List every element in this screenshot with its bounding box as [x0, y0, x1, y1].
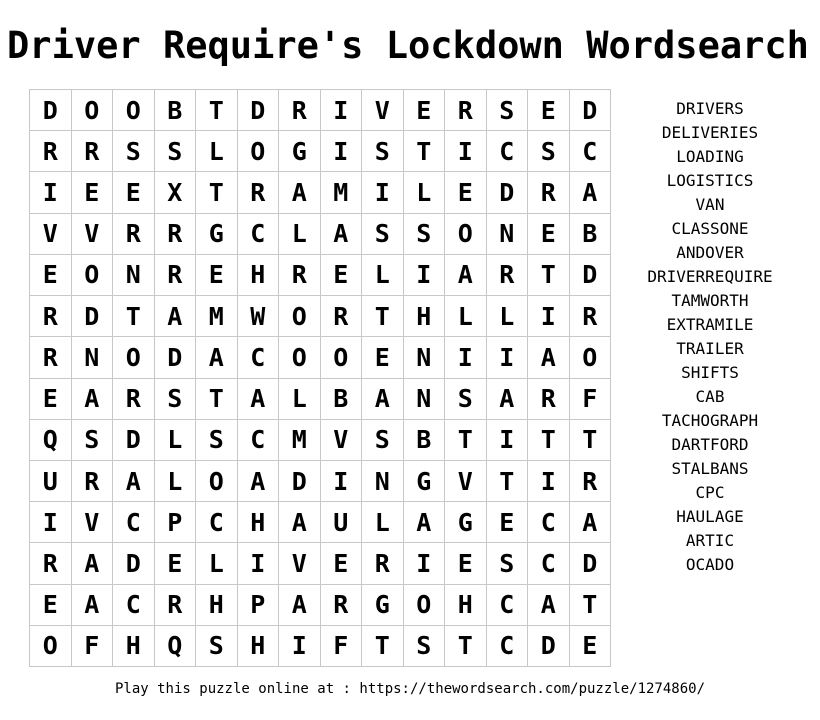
grid-cell: T	[362, 626, 404, 667]
grid-cell: E	[321, 543, 363, 584]
grid-cell: R	[487, 255, 529, 296]
grid-cell: N	[404, 379, 446, 420]
grid-cell: I	[487, 337, 529, 378]
grid-cell: A	[570, 172, 612, 213]
grid-cell: D	[528, 626, 570, 667]
grid-cell: R	[72, 461, 114, 502]
word-list-item: EXTRAMILE	[666, 315, 754, 334]
word-list-item: DARTFORD	[671, 435, 749, 454]
grid-cell: L	[487, 296, 529, 337]
word-list-item: DRIVERREQUIRE	[647, 267, 773, 286]
grid-cell: U	[321, 502, 363, 543]
grid-cell: O	[404, 585, 446, 626]
grid-cell: V	[362, 90, 404, 131]
grid-cell: A	[528, 337, 570, 378]
grid-cell: C	[196, 502, 238, 543]
grid-cell: D	[113, 543, 155, 584]
grid-cell: O	[279, 337, 321, 378]
grid-cell: E	[196, 255, 238, 296]
grid-cell: H	[404, 296, 446, 337]
grid-cell: E	[528, 214, 570, 255]
grid-cell: A	[72, 543, 114, 584]
grid-cell: T	[445, 626, 487, 667]
grid-cell: I	[362, 172, 404, 213]
footer-link-text: Play this puzzle online at : https://thewordsearch.com/puzzle/1274860/	[114, 681, 705, 697]
grid-cell: I	[238, 543, 280, 584]
word-list-item: ARTIC	[685, 531, 735, 550]
grid-cell: G	[279, 131, 321, 172]
grid-cell: S	[155, 379, 197, 420]
grid-cell: H	[238, 626, 280, 667]
grid-cell: C	[570, 131, 612, 172]
grid-cell: T	[528, 255, 570, 296]
grid-cell: T	[445, 420, 487, 461]
grid-cell: T	[487, 461, 529, 502]
grid-cell: M	[321, 172, 363, 213]
grid-cell: X	[155, 172, 197, 213]
grid-cell: R	[155, 585, 197, 626]
grid-cell: C	[238, 337, 280, 378]
grid-cell: O	[321, 337, 363, 378]
grid-cell: D	[113, 420, 155, 461]
grid-cell: D	[30, 90, 72, 131]
grid-cell: P	[155, 502, 197, 543]
grid-cell: N	[113, 255, 155, 296]
grid-cell: R	[30, 131, 72, 172]
word-list-item: CLASSONE	[671, 219, 749, 238]
grid-cell: R	[279, 90, 321, 131]
grid-cell: N	[487, 214, 529, 255]
grid-cell: S	[196, 420, 238, 461]
letter-grid	[29, 89, 611, 667]
grid-cell: M	[196, 296, 238, 337]
grid-cell: E	[445, 543, 487, 584]
grid-cell: G	[445, 502, 487, 543]
word-list-item: DRIVERS	[676, 99, 744, 118]
grid-cell: A	[445, 255, 487, 296]
grid-cell: R	[30, 337, 72, 378]
word-list-item: LOADING	[676, 147, 744, 166]
grid-cell: R	[321, 585, 363, 626]
grid-cell: R	[528, 172, 570, 213]
word-list-item: ANDOVER	[676, 243, 744, 262]
grid-cell: R	[279, 255, 321, 296]
grid-cell: E	[30, 585, 72, 626]
grid-cell: L	[155, 461, 197, 502]
grid-cell: E	[362, 337, 404, 378]
grid-cell: V	[72, 214, 114, 255]
grid-cell: F	[72, 626, 114, 667]
grid-cell: D	[238, 90, 280, 131]
grid-cell: P	[238, 585, 280, 626]
grid-cell: O	[72, 90, 114, 131]
grid-cell: S	[362, 131, 404, 172]
word-list	[624, 97, 796, 577]
grid-cell: H	[238, 502, 280, 543]
grid-cell: R	[113, 379, 155, 420]
grid-cell: C	[487, 585, 529, 626]
grid-cell: T	[196, 90, 238, 131]
grid-cell: E	[404, 90, 446, 131]
grid-cell: I	[321, 461, 363, 502]
grid-cell: A	[238, 461, 280, 502]
grid-cell: D	[487, 172, 529, 213]
grid-cell: I	[321, 90, 363, 131]
grid-cell: A	[528, 585, 570, 626]
grid-cell: G	[404, 461, 446, 502]
grid-cell: W	[238, 296, 280, 337]
grid-cell: O	[72, 255, 114, 296]
grid-cell: T	[570, 585, 612, 626]
grid-cell: G	[196, 214, 238, 255]
grid-cell: Q	[30, 420, 72, 461]
grid-cell: L	[362, 502, 404, 543]
grid-cell: N	[404, 337, 446, 378]
grid-cell: E	[321, 255, 363, 296]
grid-cell: I	[404, 255, 446, 296]
grid-cell: H	[445, 585, 487, 626]
grid-cell: O	[570, 337, 612, 378]
grid-cell: I	[279, 626, 321, 667]
grid-cell: E	[72, 172, 114, 213]
grid-cell: I	[528, 461, 570, 502]
grid-cell: L	[445, 296, 487, 337]
grid-cell: I	[445, 131, 487, 172]
grid-cell: S	[362, 420, 404, 461]
grid-cell: R	[30, 296, 72, 337]
grid-cell: R	[155, 214, 197, 255]
grid-cell: I	[30, 502, 72, 543]
grid-cell: D	[570, 255, 612, 296]
grid-cell: I	[487, 420, 529, 461]
grid-cell: T	[528, 420, 570, 461]
grid-cell: L	[196, 131, 238, 172]
grid-cell: L	[196, 543, 238, 584]
word-list-item: TAMWORTH	[671, 291, 749, 310]
grid-cell: G	[362, 585, 404, 626]
grid-cell: A	[155, 296, 197, 337]
grid-cell: D	[72, 296, 114, 337]
grid-cell: L	[362, 255, 404, 296]
grid-cell: V	[30, 214, 72, 255]
grid-cell: R	[238, 172, 280, 213]
grid-cell: D	[279, 461, 321, 502]
grid-cell: C	[487, 131, 529, 172]
grid-cell: B	[155, 90, 197, 131]
grid-cell: C	[113, 502, 155, 543]
grid-cell: O	[30, 626, 72, 667]
grid-cell: R	[321, 296, 363, 337]
grid-cell: E	[570, 626, 612, 667]
grid-cell: L	[155, 420, 197, 461]
grid-cell: O	[445, 214, 487, 255]
word-list-item: LOGISTICS	[666, 171, 754, 190]
grid-cell: E	[30, 255, 72, 296]
grid-cell: H	[196, 585, 238, 626]
grid-cell: A	[404, 502, 446, 543]
grid-cell: A	[279, 502, 321, 543]
grid-cell: R	[72, 131, 114, 172]
grid-cell: A	[238, 379, 280, 420]
grid-cell: A	[196, 337, 238, 378]
grid-cell: I	[30, 172, 72, 213]
grid-cell: S	[528, 131, 570, 172]
grid-cell: N	[362, 461, 404, 502]
grid-cell: R	[362, 543, 404, 584]
grid-cell: S	[155, 131, 197, 172]
grid-cell: T	[113, 296, 155, 337]
grid-cell: F	[321, 626, 363, 667]
word-list-item: TACHOGRAPH	[661, 411, 759, 430]
grid-cell: T	[196, 172, 238, 213]
grid-cell: R	[528, 379, 570, 420]
word-list-item: SHIFTS	[681, 363, 739, 382]
grid-cell: M	[279, 420, 321, 461]
grid-cell: E	[445, 172, 487, 213]
grid-cell: F	[570, 379, 612, 420]
word-list-item: CAB	[695, 387, 725, 406]
grid-cell: O	[279, 296, 321, 337]
grid-cell: T	[196, 379, 238, 420]
grid-cell: C	[238, 214, 280, 255]
grid-cell: A	[72, 379, 114, 420]
grid-cell: C	[528, 543, 570, 584]
grid-cell: R	[570, 296, 612, 337]
grid-cell: B	[570, 214, 612, 255]
grid-cell: A	[279, 172, 321, 213]
grid-cell: A	[570, 502, 612, 543]
grid-cell: V	[72, 502, 114, 543]
grid-cell: A	[279, 585, 321, 626]
grid-cell: H	[238, 255, 280, 296]
grid-cell: S	[445, 379, 487, 420]
word-list-item: DELIVERIES	[661, 123, 759, 142]
word-list-item: OCADO	[685, 555, 735, 574]
grid-cell: R	[155, 255, 197, 296]
grid-cell: O	[113, 337, 155, 378]
grid-cell: E	[155, 543, 197, 584]
grid-cell: E	[30, 379, 72, 420]
grid-cell: V	[279, 543, 321, 584]
grid-cell: C	[113, 585, 155, 626]
grid-cell: O	[196, 461, 238, 502]
grid-cell: S	[196, 626, 238, 667]
grid-cell: U	[30, 461, 72, 502]
grid-cell: Q	[155, 626, 197, 667]
grid-cell: D	[570, 543, 612, 584]
grid-cell: A	[72, 585, 114, 626]
grid-cell: R	[445, 90, 487, 131]
grid-cell: I	[404, 543, 446, 584]
grid-cell: C	[487, 626, 529, 667]
grid-cell: S	[72, 420, 114, 461]
grid-cell: T	[404, 131, 446, 172]
grid-cell: D	[155, 337, 197, 378]
grid-cell: O	[113, 90, 155, 131]
grid-cell: R	[570, 461, 612, 502]
grid-cell: A	[113, 461, 155, 502]
grid-cell: I	[528, 296, 570, 337]
grid-cell: S	[487, 90, 529, 131]
word-list-item: HAULAGE	[676, 507, 744, 526]
word-list-item: STALBANS	[671, 459, 749, 478]
grid-cell: T	[362, 296, 404, 337]
grid-cell: R	[30, 543, 72, 584]
grid-cell: C	[238, 420, 280, 461]
grid-cell: T	[570, 420, 612, 461]
grid-cell: L	[279, 379, 321, 420]
grid-cell: A	[362, 379, 404, 420]
grid-cell: V	[445, 461, 487, 502]
grid-cell: S	[404, 214, 446, 255]
word-list-item: TRAILER	[676, 339, 744, 358]
word-list-item: VAN	[695, 195, 725, 214]
grid-cell: E	[528, 90, 570, 131]
grid-cell: N	[72, 337, 114, 378]
grid-cell: I	[445, 337, 487, 378]
grid-cell: O	[238, 131, 280, 172]
grid-cell: H	[113, 626, 155, 667]
grid-cell: S	[113, 131, 155, 172]
grid-cell: V	[321, 420, 363, 461]
grid-cell: I	[321, 131, 363, 172]
grid-cell: B	[404, 420, 446, 461]
grid-cell: A	[487, 379, 529, 420]
grid-cell: B	[321, 379, 363, 420]
grid-cell: C	[528, 502, 570, 543]
grid-cell: S	[404, 626, 446, 667]
grid-cell: A	[321, 214, 363, 255]
grid-cell: L	[404, 172, 446, 213]
word-list-item: CPC	[695, 483, 725, 502]
grid-cell: E	[113, 172, 155, 213]
grid-cell: D	[570, 90, 612, 131]
grid-cell: E	[487, 502, 529, 543]
puzzle-title: Driver Require's Lockdown Wordsearch	[7, 24, 809, 67]
grid-cell: S	[487, 543, 529, 584]
grid-cell: L	[279, 214, 321, 255]
grid-cell: R	[113, 214, 155, 255]
grid-cell: S	[362, 214, 404, 255]
